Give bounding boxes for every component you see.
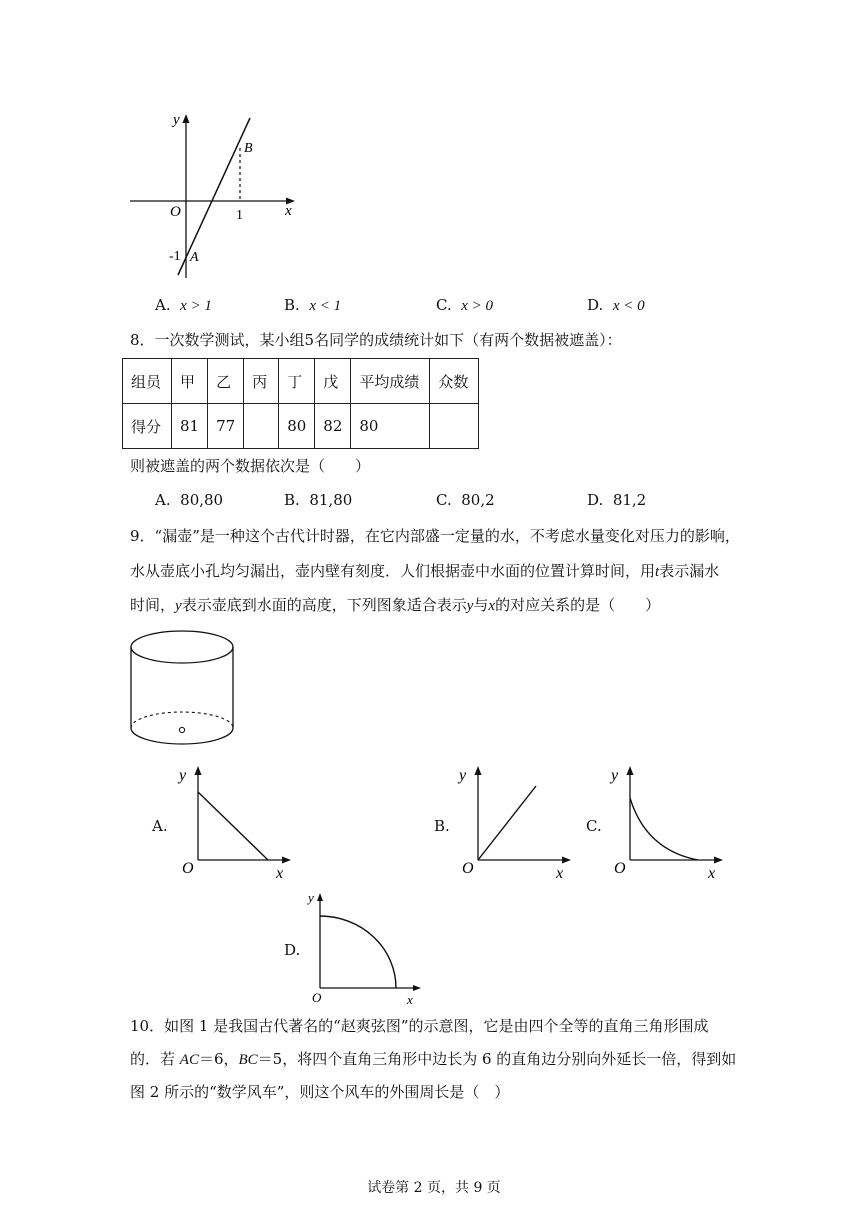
point-b-label: B [244, 141, 253, 156]
q10-line-2: 的．若 AC＝6，BC＝5，将四个直角三角形中边长为 6 的直角边分别向外延长一倍，得到如 [130, 1050, 737, 1068]
table-cell: 81 [172, 404, 208, 449]
q9-option-b-graph[interactable] [456, 760, 576, 885]
decreasing-line [198, 792, 268, 860]
q7-option-a[interactable]: A. x > 1 [155, 296, 212, 314]
tick-neg1-label: -1 [169, 249, 181, 264]
q9-line-3: 时间，y表示壶底到水面的高度，下列图象适合表示y与x的对应关系的是（ ） [130, 596, 661, 614]
q8-option-c[interactable]: C. 80,2 [436, 491, 495, 509]
table-header-cell: 众数 [430, 359, 479, 404]
table-cell: 80 [279, 404, 315, 449]
tick-1-label: 1 [236, 208, 243, 223]
q9-line-1: 9．“漏壶”是一种这个古代计时器，在它内部盛一定量的水，不考虑水量变化对压力的影响， [130, 527, 740, 545]
point-a-label: A [190, 250, 199, 265]
table-header-cell: 丙 [244, 359, 279, 404]
q8-option-b[interactable]: B. 81,80 [284, 491, 353, 509]
table-row [123, 404, 479, 449]
q8-score-table [122, 358, 479, 449]
hole-icon [179, 727, 184, 732]
q7-graph [125, 108, 305, 280]
q9-option-b-letter[interactable]: B. [434, 817, 450, 835]
table-header-cell: 甲 [172, 359, 208, 404]
q8-option-a[interactable]: A. 80,80 [155, 491, 224, 509]
q7-option-d[interactable]: D. x < 0 [587, 296, 645, 314]
y-axis-arrow [183, 114, 190, 123]
q10-line-1: 10．如图 1 是我国古代著名的“赵爽弦图”的示意图，它是由四个全等的直角三角形围成 [130, 1017, 709, 1035]
table-cell [430, 404, 479, 449]
page-footer: 试卷第 2 页，共 9 页 [367, 1180, 501, 1196]
arc-curve [320, 916, 396, 988]
table-cell [244, 404, 279, 449]
svg-text:O: O [614, 860, 626, 877]
svg-text:y: y [308, 890, 314, 905]
table-cell: 80 [351, 404, 430, 449]
svg-text:O: O [462, 860, 474, 877]
svg-text:y: y [179, 767, 187, 784]
svg-text:y: y [459, 767, 467, 784]
q9-line-2: 水从壶底小孔均匀漏出，壶内壁有刻度．人们根据壶中水面的位置计算时间，用t表示漏水 [130, 562, 720, 580]
q9-option-c-graph[interactable] [608, 760, 728, 885]
svg-text:x: x [708, 865, 716, 882]
table-cell: 77 [208, 404, 244, 449]
table-cell: 82 [315, 404, 351, 449]
water-clock-cylinder-figure [128, 628, 238, 750]
increasing-line [478, 786, 536, 860]
table-header-cell: 乙 [208, 359, 244, 404]
table-header-cell: 戊 [315, 359, 351, 404]
svg-text:x: x [407, 992, 413, 1007]
x-label: x [285, 203, 292, 219]
q7-option-c[interactable]: C. x > 0 [436, 296, 494, 314]
concave-curve [630, 798, 698, 860]
table-cell: 得分 [123, 404, 172, 449]
table-header-cell: 组员 [123, 359, 172, 404]
origin-label: O [170, 204, 181, 220]
q9-option-c-letter[interactable]: C. [586, 817, 602, 835]
table-header-cell: 平均成绩 [351, 359, 430, 404]
q8-option-d[interactable]: D. 81,2 [587, 491, 647, 509]
table-header-cell: 丁 [279, 359, 315, 404]
svg-text:x: x [556, 865, 564, 882]
table-header-row [123, 359, 479, 404]
svg-text:O: O [312, 990, 322, 1005]
q8-stem: 8．一次数学测试，某小组5名同学的成绩统计如下（有两个数据被遮盖）： [130, 331, 622, 349]
q9-option-d-graph[interactable] [302, 888, 427, 1010]
q9-option-a-letter[interactable]: A. [152, 817, 168, 835]
svg-text:y: y [611, 767, 619, 784]
line-ab [178, 118, 250, 275]
svg-text:x: x [276, 865, 284, 882]
q10-line-3: 图 2 所示的“数学风车”，则这个风车的外围周长是（ ） [130, 1083, 510, 1101]
y-label: y [173, 112, 180, 128]
q7-option-b[interactable]: B. x < 1 [284, 296, 342, 314]
q9-option-d-letter[interactable]: D. [284, 941, 301, 959]
q8-question: 则被遮盖的两个数据依次是（ ） [130, 457, 371, 475]
q9-option-a-graph[interactable] [176, 760, 296, 885]
svg-text:O: O [182, 860, 194, 877]
